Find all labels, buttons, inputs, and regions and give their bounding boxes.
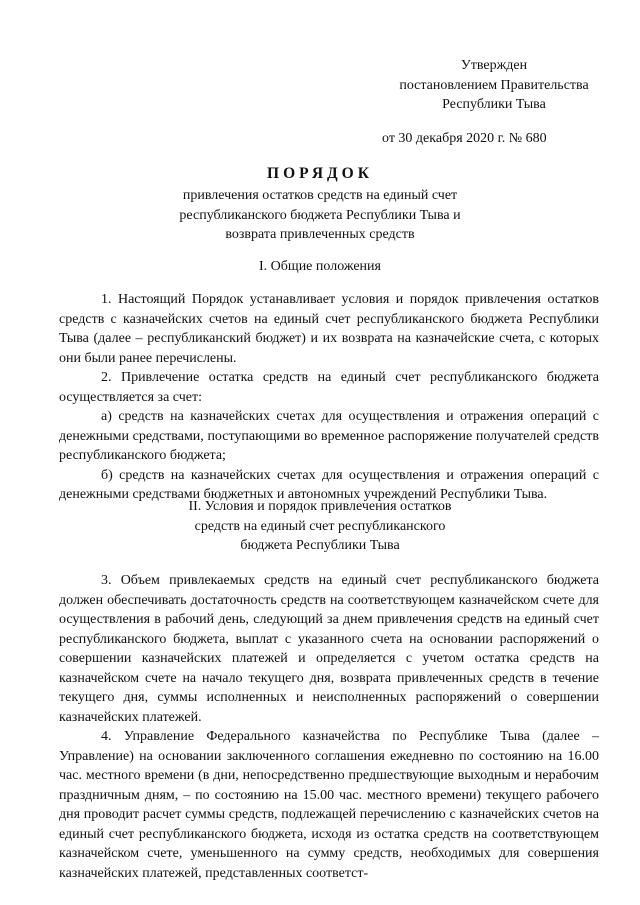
subtitle-line-1: привлечения остатков средств на единый счет	[182, 188, 458, 203]
approval-date: от 30 декабря 2020 г. № 680	[382, 130, 547, 146]
document-subtitle	[0, 186, 640, 245]
approval-line-1: Утвержден	[460, 58, 528, 73]
paragraph-3: 3. Объем привлекаемых средств на единый счет республиканского бюджета должен обеспечивать достаточность средств на соответствующем казначейском счете для осуществления в рабочий день, следующий за днем привлечения средств на единый счет республиканского бюджета, выплат с указанного счета на основании распоряжений о совершении казначейских платежей и определяется с учетом остатка средств на казначейском счете на начало текущего дня, возврата привлеченных средств в течение текущего дня, суммы исполненных и неисполненных распоряжений о совершении казначейских платежей.	[59, 573, 599, 725]
section-2-heading-line-1: II. Условия и порядок привлечения остатков	[188, 499, 452, 514]
paragraph-4: 4. Управление Федерального казначейства по Республике Тыва (далее – Управление) на основании заключенного соглашения ежедневно по состоянию на 16.00 час. местного времени (в дни, непосредственно предшествующие выходным и нерабочим праздничным дням, – по состоянию на 15.00 час. местного времени) текущего рабочего дня проводит расчет суммы средств, подлежащей перечислению с казначейских счетов на единый счет республиканского бюджета, исходя из остатка средств на соответствующем казначейском счете, уменьшенного на сумму средств, необходимых для совершения казначейских платежей, представленных соответст-	[59, 729, 599, 881]
subtitle-line-2: республиканского бюджета Республики Тыва и	[179, 207, 461, 223]
paragraph-1: 1. Настоящий Порядок устанавливает условия и порядок привлечения остатков средств с казначейских счетов на единый счет республиканского бюджета Республики Тыва (далее – республиканский бюджет) и их возврата на казначейские счета, с которых они были ранее перечислены.	[59, 292, 599, 366]
section-1-body	[59, 290, 599, 505]
approval-line-2: постановлением Правительства	[399, 77, 589, 93]
paragraph-2a: а) средств на казначейских счетах для осуществления и отражения операций с денежными средствами, поступающими во временное распоряжение получателей средств республиканского бюджета;	[59, 409, 599, 463]
section-2-heading-line-3: бюджета Республики Тыва	[240, 538, 400, 553]
approval-stamp	[384, 56, 604, 148]
section-2-body	[59, 571, 599, 883]
section-2-heading	[0, 497, 640, 556]
paragraph-2b: б) средств на казначейских счетах для осуществления и отражения операций с денежными средствами бюджетных и автономных учреждений Республики Тыва.	[59, 467, 599, 502]
subtitle-line-3: возврата привлеченных средств	[225, 227, 415, 242]
approval-line-3: Республики Тыва	[442, 97, 546, 112]
paragraph-2: 2. Привлечение остатка средств на единый счет республиканского бюджета осуществляется за счет:	[59, 370, 599, 405]
document-title: ПОРЯДОК	[267, 165, 373, 182]
section-1-heading: I. Общие положения	[259, 259, 381, 274]
section-2-heading-line-2: средств на единый счет республиканского	[194, 518, 446, 534]
